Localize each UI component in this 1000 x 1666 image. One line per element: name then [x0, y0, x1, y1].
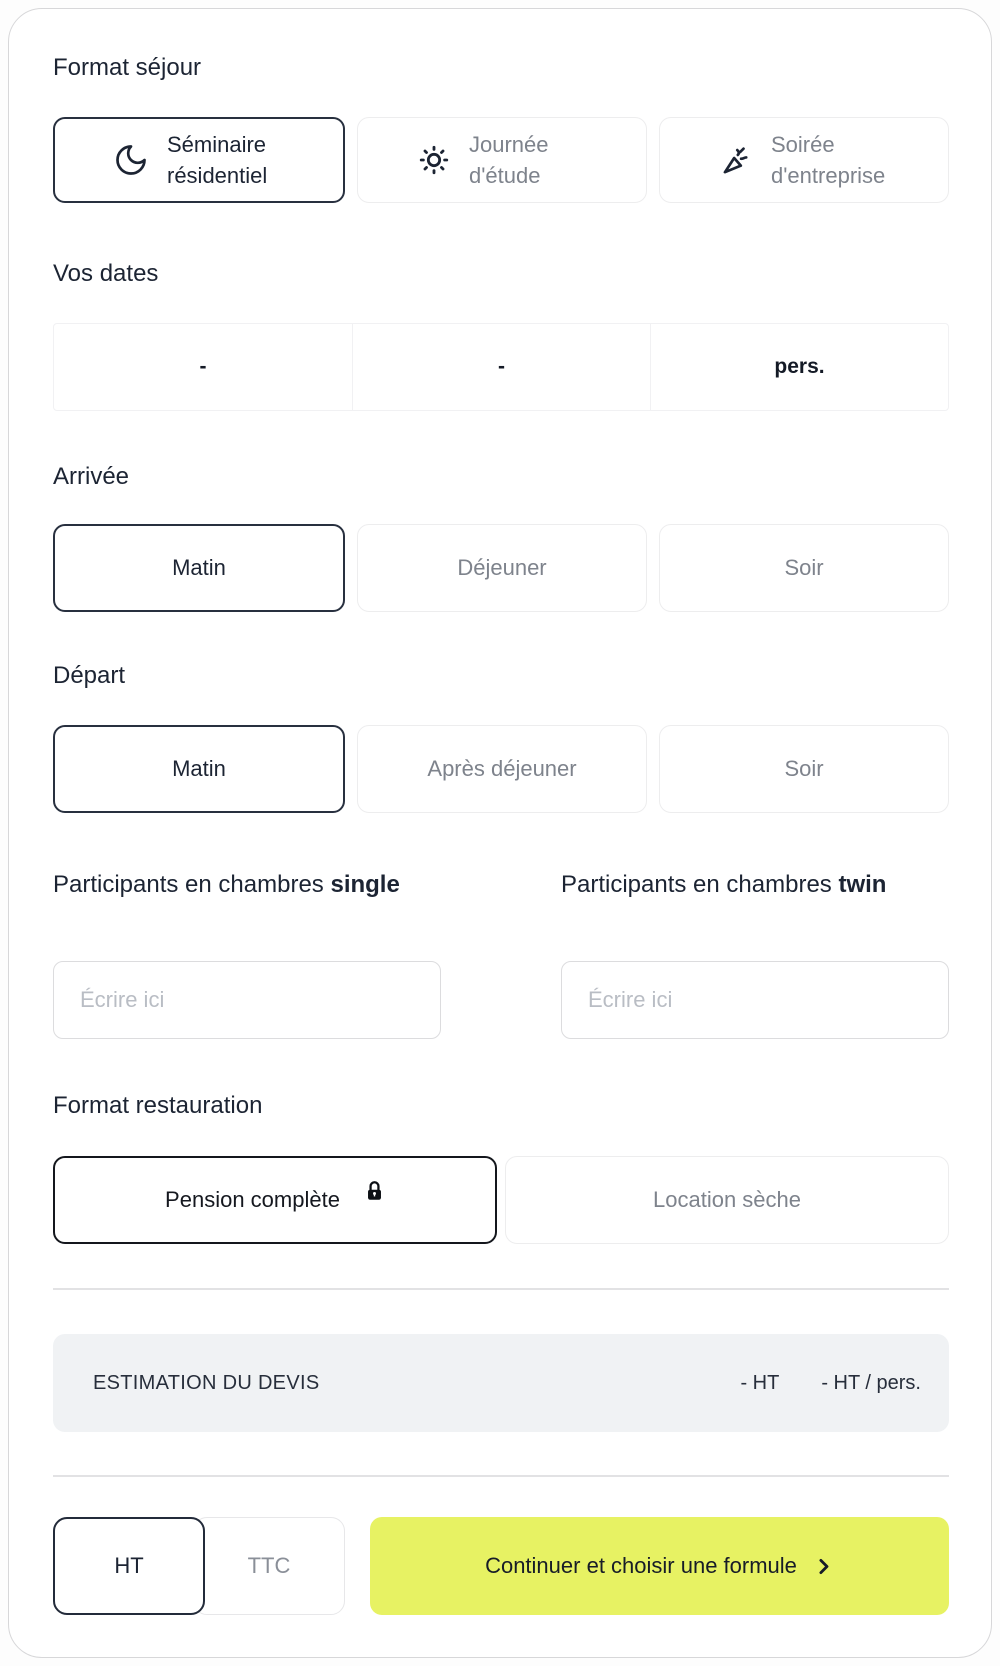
participants-single-input[interactable]: [53, 961, 441, 1039]
tax-toggle-ttc[interactable]: TTC: [193, 1517, 345, 1615]
party-popper-icon: [719, 143, 753, 177]
estimation-box: [53, 1334, 949, 1432]
arrivee-option-dejeuner[interactable]: Déjeuner: [357, 524, 647, 612]
format-sejour-options: [53, 117, 949, 203]
option-label: Soirée d'entreprise: [771, 132, 886, 188]
depart-title: Départ: [53, 662, 126, 689]
arrivee-option-soir[interactable]: Soir: [659, 524, 949, 612]
arrivee-option-matin[interactable]: Matin: [53, 524, 345, 612]
option-label: Pension complète: [165, 1187, 340, 1212]
arrivee-title: Arrivée: [53, 463, 130, 490]
restauration-options: [53, 1156, 949, 1244]
participants-single-label: [53, 870, 441, 900]
participants-twin-bold: twin: [838, 871, 887, 898]
date-start-cell[interactable]: -: [199, 355, 207, 378]
tax-toggle-ht[interactable]: HT: [53, 1517, 205, 1615]
persons-cell[interactable]: pers.: [650, 324, 948, 410]
divider: [53, 1288, 949, 1290]
option-pension-complete[interactable]: [53, 1156, 497, 1244]
option-label: Séminaire résidentiel: [167, 132, 268, 188]
participants-inputs: [53, 961, 949, 1039]
option-soiree-entreprise[interactable]: [659, 117, 949, 203]
participants-single-bold: single: [330, 871, 400, 898]
participants-twin-input[interactable]: [561, 961, 949, 1039]
format-restauration-title: Format restauration: [53, 1092, 263, 1119]
continue-button-label: Continuer et choisir une formule: [485, 1553, 797, 1578]
depart-options: [53, 725, 949, 813]
continue-button[interactable]: [370, 1517, 949, 1615]
bottom-bar: [53, 1517, 949, 1615]
estimation-per-person: - HT / pers.: [821, 1371, 921, 1394]
option-label: Journée d'étude: [469, 132, 549, 188]
chevron-right-icon: [813, 1556, 834, 1577]
depart-option-apres-dejeuner[interactable]: Après déjeuner: [357, 725, 647, 813]
lock-icon: [364, 1179, 385, 1203]
option-seminaire-residentiel[interactable]: [53, 117, 345, 203]
dates-row: [53, 323, 949, 411]
option-location-seche[interactable]: Location sèche: [505, 1156, 949, 1244]
estimation-total-ht: - HT: [740, 1371, 780, 1394]
date-end-cell[interactable]: -: [352, 324, 650, 410]
depart-option-matin[interactable]: Matin: [53, 725, 345, 813]
arrivee-options: [53, 524, 949, 612]
divider: [53, 1475, 949, 1477]
moon-icon: [113, 142, 149, 178]
option-journee-etude[interactable]: [357, 117, 647, 203]
participants-twin-prefix: Participants en chambres: [561, 871, 839, 898]
estimation-label: ESTIMATION DU DEVIS: [93, 1371, 320, 1394]
depart-option-soir[interactable]: Soir: [659, 725, 949, 813]
format-sejour-title: Format séjour: [53, 54, 202, 81]
vos-dates-title: Vos dates: [53, 260, 159, 287]
booking-widget-card: [8, 8, 992, 1658]
sun-icon: [417, 143, 451, 177]
estimation-values: [740, 1372, 921, 1395]
participants-labels: [53, 870, 949, 900]
participants-twin-label: [561, 870, 949, 900]
participants-single-prefix: Participants en chambres: [53, 871, 331, 898]
